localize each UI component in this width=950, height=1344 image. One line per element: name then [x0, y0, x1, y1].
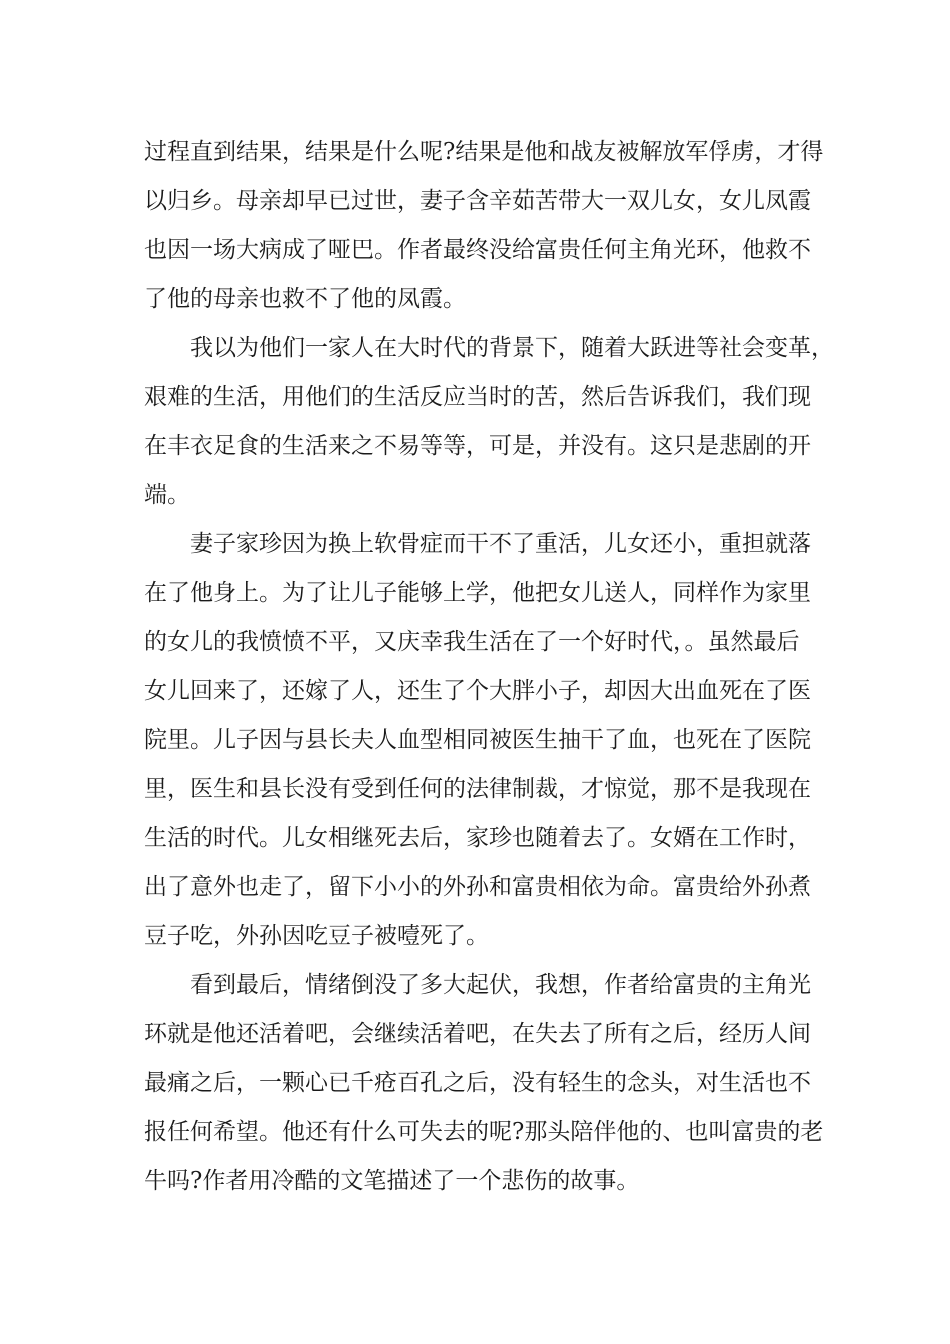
paragraph-line: 以归乡。母亲却早已过世，妻子含辛茹苦带大一双儿女，女儿凤霞 — [144, 188, 811, 214]
paragraph-line: 端。 — [144, 482, 190, 508]
paragraph-line: 报任何希望。他还有什么可失去的呢?那头陪伴他的、也叫富贵的老 — [144, 1119, 824, 1145]
paragraph-2 — [144, 324, 834, 520]
paragraph-line: 看到最后，情绪倒没了多大起伏，我想，作者给富贵的主角光 — [190, 972, 811, 998]
paragraph-line: 在丰衣足食的生活来之不易等等，可是，并没有。这只是悲剧的开 — [144, 433, 811, 459]
paragraph-line: 生活的时代。儿女相继死去后，家珍也随着去了。女婿在工作时， — [144, 825, 811, 851]
paragraph-3 — [144, 520, 814, 961]
paragraph-line: 过程直到结果，结果是什么呢?结果是他和战友被解放军俘虏，才得 — [144, 139, 824, 165]
paragraph-line: 也因一场大病成了哑巴。作者最终没给富贵任何主角光环，他救不 — [144, 237, 811, 263]
paragraph-line: 我以为他们一家人在大时代的背景下，随着大跃进等社会变革， — [190, 335, 834, 361]
paragraph-line: 女儿回来了，还嫁了人，还生了个大胖小子，却因大出血死在了医 — [144, 678, 811, 704]
paragraph-line: 最痛之后，一颗心已千疮百孔之后，没有轻生的念头，对生活也不 — [144, 1070, 811, 1096]
paragraph-line: 豆子吃，外孙因吃豆子被噎死了。 — [144, 923, 489, 949]
paragraph-line: 了他的母亲也救不了他的凤霞。 — [144, 286, 466, 312]
paragraph-4 — [144, 961, 824, 1206]
paragraph-line: 在了他身上。为了让儿子能够上学，他把女儿送人，同样作为家里 — [144, 580, 811, 606]
paragraph-line: 院里。儿子因与县长夫人血型相同被医生抽干了血，也死在了医院 — [144, 727, 811, 753]
paragraph-line: 的女儿的我愤愤不平，又庆幸我生活在了一个好时代，。虽然最后 — [144, 629, 800, 655]
paragraph-line: 出了意外也走了，留下小小的外孙和富贵相依为命。富贵给外孙煮 — [144, 874, 811, 900]
paragraph-line: 牛吗?作者用冷酷的文笔描述了一个悲伤的故事。 — [144, 1168, 640, 1194]
paragraph-line: 里，医生和县长没有受到任何的法律制裁，才惊觉，那不是我现在 — [144, 776, 811, 802]
paragraph-line: 妻子家珍因为换上软骨症而干不了重活，儿女还小，重担就落 — [190, 531, 811, 557]
paragraph-line: 艰难的生活，用他们的生活反应当时的苦，然后告诉我们，我们现 — [144, 384, 811, 410]
paragraph-1 — [144, 128, 824, 324]
document-body — [144, 128, 834, 1206]
paragraph-line: 环就是他还活着吧，会继续活着吧，在失去了所有之后，经历人间 — [144, 1021, 811, 1047]
